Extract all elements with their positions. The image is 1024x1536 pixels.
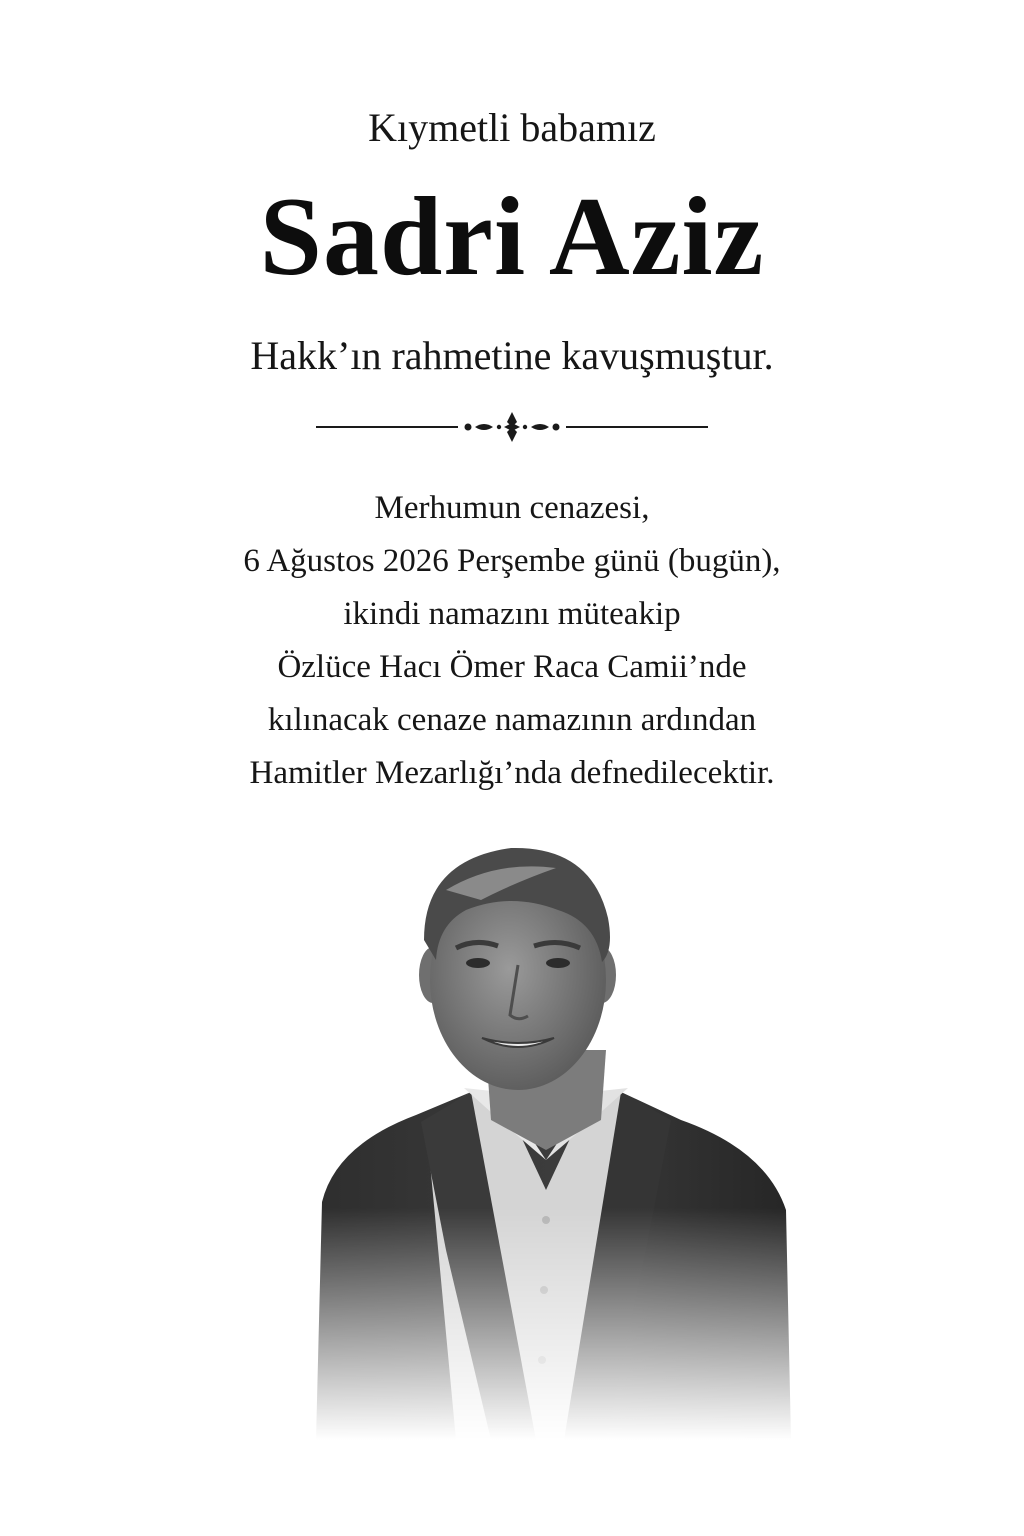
detail-line: 6 Ağustos 2026 Perşembe günü (bugün), — [243, 543, 781, 579]
detail-line: kılınacak cenaze namazının ardından — [267, 702, 757, 738]
deceased-name: Sadri Aziz — [259, 175, 765, 299]
intro-text: Kıymetli babamız — [368, 105, 656, 150]
funeral-details — [0, 482, 1024, 800]
detail-line: Merhumun cenazesi, — [374, 490, 650, 526]
passed-away-text: Hakk’ın rahmetine kavuşmuştur. — [250, 333, 774, 378]
detail-line: Özlüce Hacı Ömer Raca Camii’nde — [277, 649, 747, 685]
portrait-photo — [296, 830, 796, 1440]
detail-line: ikindi namazını müteakip — [343, 596, 681, 632]
detail-line: Hamitler Mezarlığı’nda defnedilecektir. — [249, 755, 775, 791]
ornament-divider-icon — [312, 408, 712, 448]
